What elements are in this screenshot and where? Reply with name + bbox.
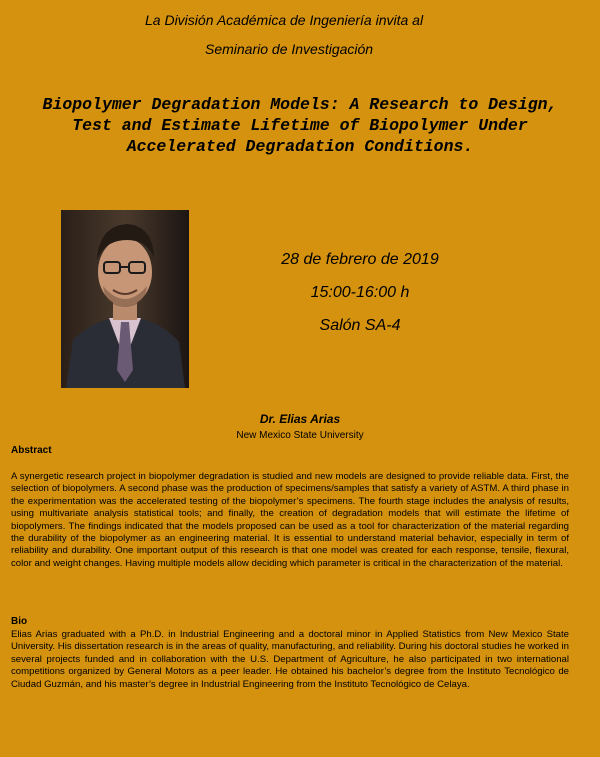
seminar-title: Biopolymer Degradation Models: A Research to Design, Test and Estimate Lifetime of Biopolymer Under Accelerated Degradation Conditions.: [42, 95, 558, 156]
event-time: 15:00-16:00 h: [310, 284, 410, 301]
invitation-line: La División Académica de Ingeniería invita al: [145, 12, 424, 28]
seminar-name: Seminario de Investigación: [205, 41, 374, 57]
bio-heading: Bio: [11, 616, 28, 627]
bio-text: Elias Arias graduated with a Ph.D. in Industrial Engineering and a doctoral minor in Applied Statistics from New Mexico State University. His dissertation research is in the areas of quality, manufacturing, and reliability. During his doctoral studies he worked in several projects funded and in collaboration with the U.S. Department of Agriculture, he also participated in two international competitions organized by General Motors as a peer leader. He obtained his bachelor’s degree from the Instituto Tecnológico de Ciudad Guzmán, and his master’s degree in Industrial Engineering from the Instituto Tecnológico de Celaya.: [11, 629, 569, 690]
speaker-photo: [61, 210, 189, 388]
speaker-affiliation: New Mexico State University: [236, 430, 364, 441]
event-room: Salón SA-4: [319, 317, 401, 334]
abstract-heading: Abstract: [11, 445, 52, 456]
event-date: 28 de febrero de 2019: [281, 251, 439, 268]
speaker-name: Dr. Elias Arias: [259, 412, 341, 426]
abstract-text: A synergetic research project in biopolymer degradation is studied and new models are designed to provide reliable data. First, the selection of biopolymers. A second phase was the production of specimens/samples that satisfy a variety of ASTM. A third phase in the experimentation was the accelerated testing of the biopolymer’s specimens. The fourth stage includes the analysis of results, using multivariate analysis statistical tools; and finally, the creation of degradation models that will estimate the lifetime of biopolymers. The findings indicated that the models proposed can be used as a tool for characterization of the material regarding the durability of the biopolymer as an engineering material. It is essential to understand material behavior, especially in term of reliability and durability. One important output of this research is that one model was created for each response, tensile, flexural, color and weight changes. Having multiple models allow deciding which parameter is critical in the characterization of the material.: [11, 471, 569, 569]
